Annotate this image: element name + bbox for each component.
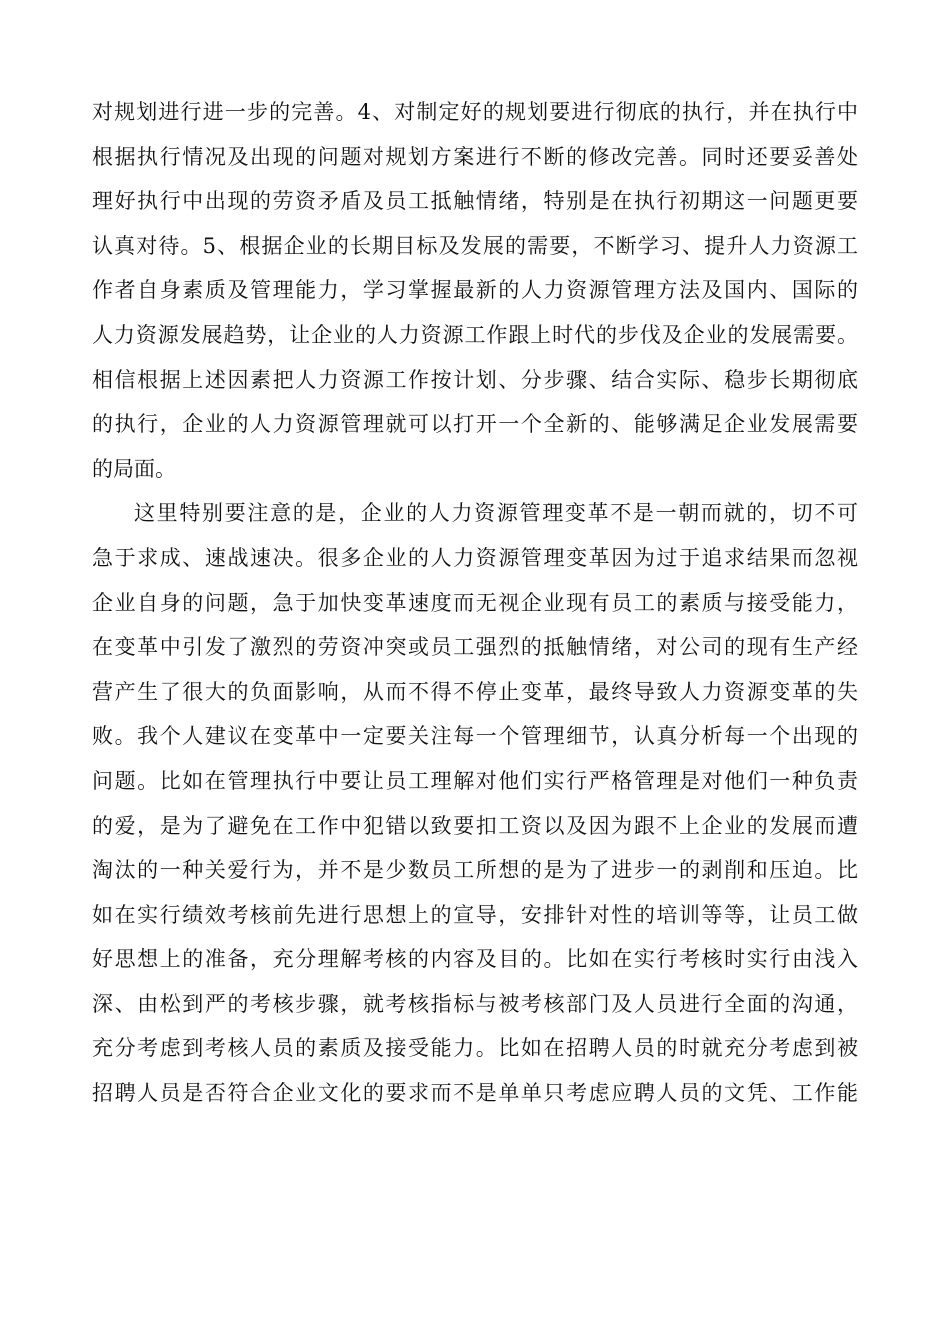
text-line: 人力资源发展趋势，让企业的人力资源工作跟上时代的步伐及企业的发展需要。 bbox=[92, 322, 858, 347]
text-line: 好思想上的准备，充分理解考核的内容及目的。比如在实行考核时实行由浅入 bbox=[92, 947, 858, 972]
text-line: 企业自身的问题，急于加快变革速度而无视企业现有员工的素质与接受能力， bbox=[92, 590, 858, 615]
text-line: 的执行，企业的人力资源管理就可以打开一个全新的、能够满足企业发展需要 bbox=[92, 412, 858, 437]
text-line: 对规划进行进一步的完善。4、对制定好的规划要进行彻底的执行，并在执行中 bbox=[92, 100, 858, 124]
text-line: 根据执行情况及出现的问题对规划方案进行不断的修改完善。同时还要妥善处 bbox=[92, 144, 858, 169]
text-line: 相信根据上述因素把人力资源工作按计划、分步骤、结合实际、稳步长期彻底 bbox=[92, 367, 858, 392]
paragraph-1 bbox=[92, 90, 858, 491]
text-line: 败。我个人建议在变革中一定要关注每一个管理细节，认真分析每一个出现的 bbox=[92, 724, 858, 749]
text-line: 的局面。 bbox=[92, 456, 176, 481]
text-line: 淘汰的一种关爱行为，并不是少数员工所想的是为了进步一的剥削和压迫。比 bbox=[92, 858, 858, 883]
text-line: 在变革中引发了激烈的劳资冲突或员工强烈的抵触情绪，对公司的现有生产经 bbox=[92, 635, 858, 660]
text-line: 营产生了很大的负面影响，从而不得不停止变革，最终导致人力资源变革的失 bbox=[92, 679, 858, 704]
text-line: 问题。比如在管理执行中要让员工理解对他们实行严格管理是对他们一种负责 bbox=[92, 768, 858, 793]
text-line: 招聘人员是否符合企业文化的要求而不是单单只考虑应聘人员的文凭、工作能 bbox=[92, 1081, 858, 1106]
paragraph-2 bbox=[92, 491, 858, 1115]
text-line: 的爱，是为了避免在工作中犯错以致要扣工资以及因为跟不上企业的发展而遭 bbox=[92, 813, 858, 838]
text-line: 深、由松到严的考核步骤，就考核指标与被考核部门及人员进行全面的沟通， bbox=[92, 991, 858, 1016]
text-line: 充分考虑到考核人员的素质及接受能力。比如在招聘人员的时就充分考虑到被 bbox=[92, 1036, 858, 1061]
text-line: 认真对待。5、根据企业的长期目标及发展的需要，不断学习、提升人力资源工 bbox=[92, 233, 858, 258]
text-line: 作者自身素质及管理能力，学习掌握最新的人力资源管理方法及国内、国际的 bbox=[92, 278, 858, 303]
text-line: 急于求成、速战速决。很多企业的人力资源管理变革因为过于追求结果而忽视 bbox=[92, 545, 858, 570]
document-page bbox=[92, 90, 858, 1116]
text-line: 如在实行绩效考核前先进行思想上的宣导，安排针对性的培训等等，让员工做 bbox=[92, 902, 858, 927]
text-line: 理好执行中出现的劳资矛盾及员工抵触情绪，特别是在执行初期这一问题更要 bbox=[92, 189, 858, 214]
text-line: 这里特别要注意的是，企业的人力资源管理变革不是一朝而就的，切不可 bbox=[134, 501, 858, 526]
